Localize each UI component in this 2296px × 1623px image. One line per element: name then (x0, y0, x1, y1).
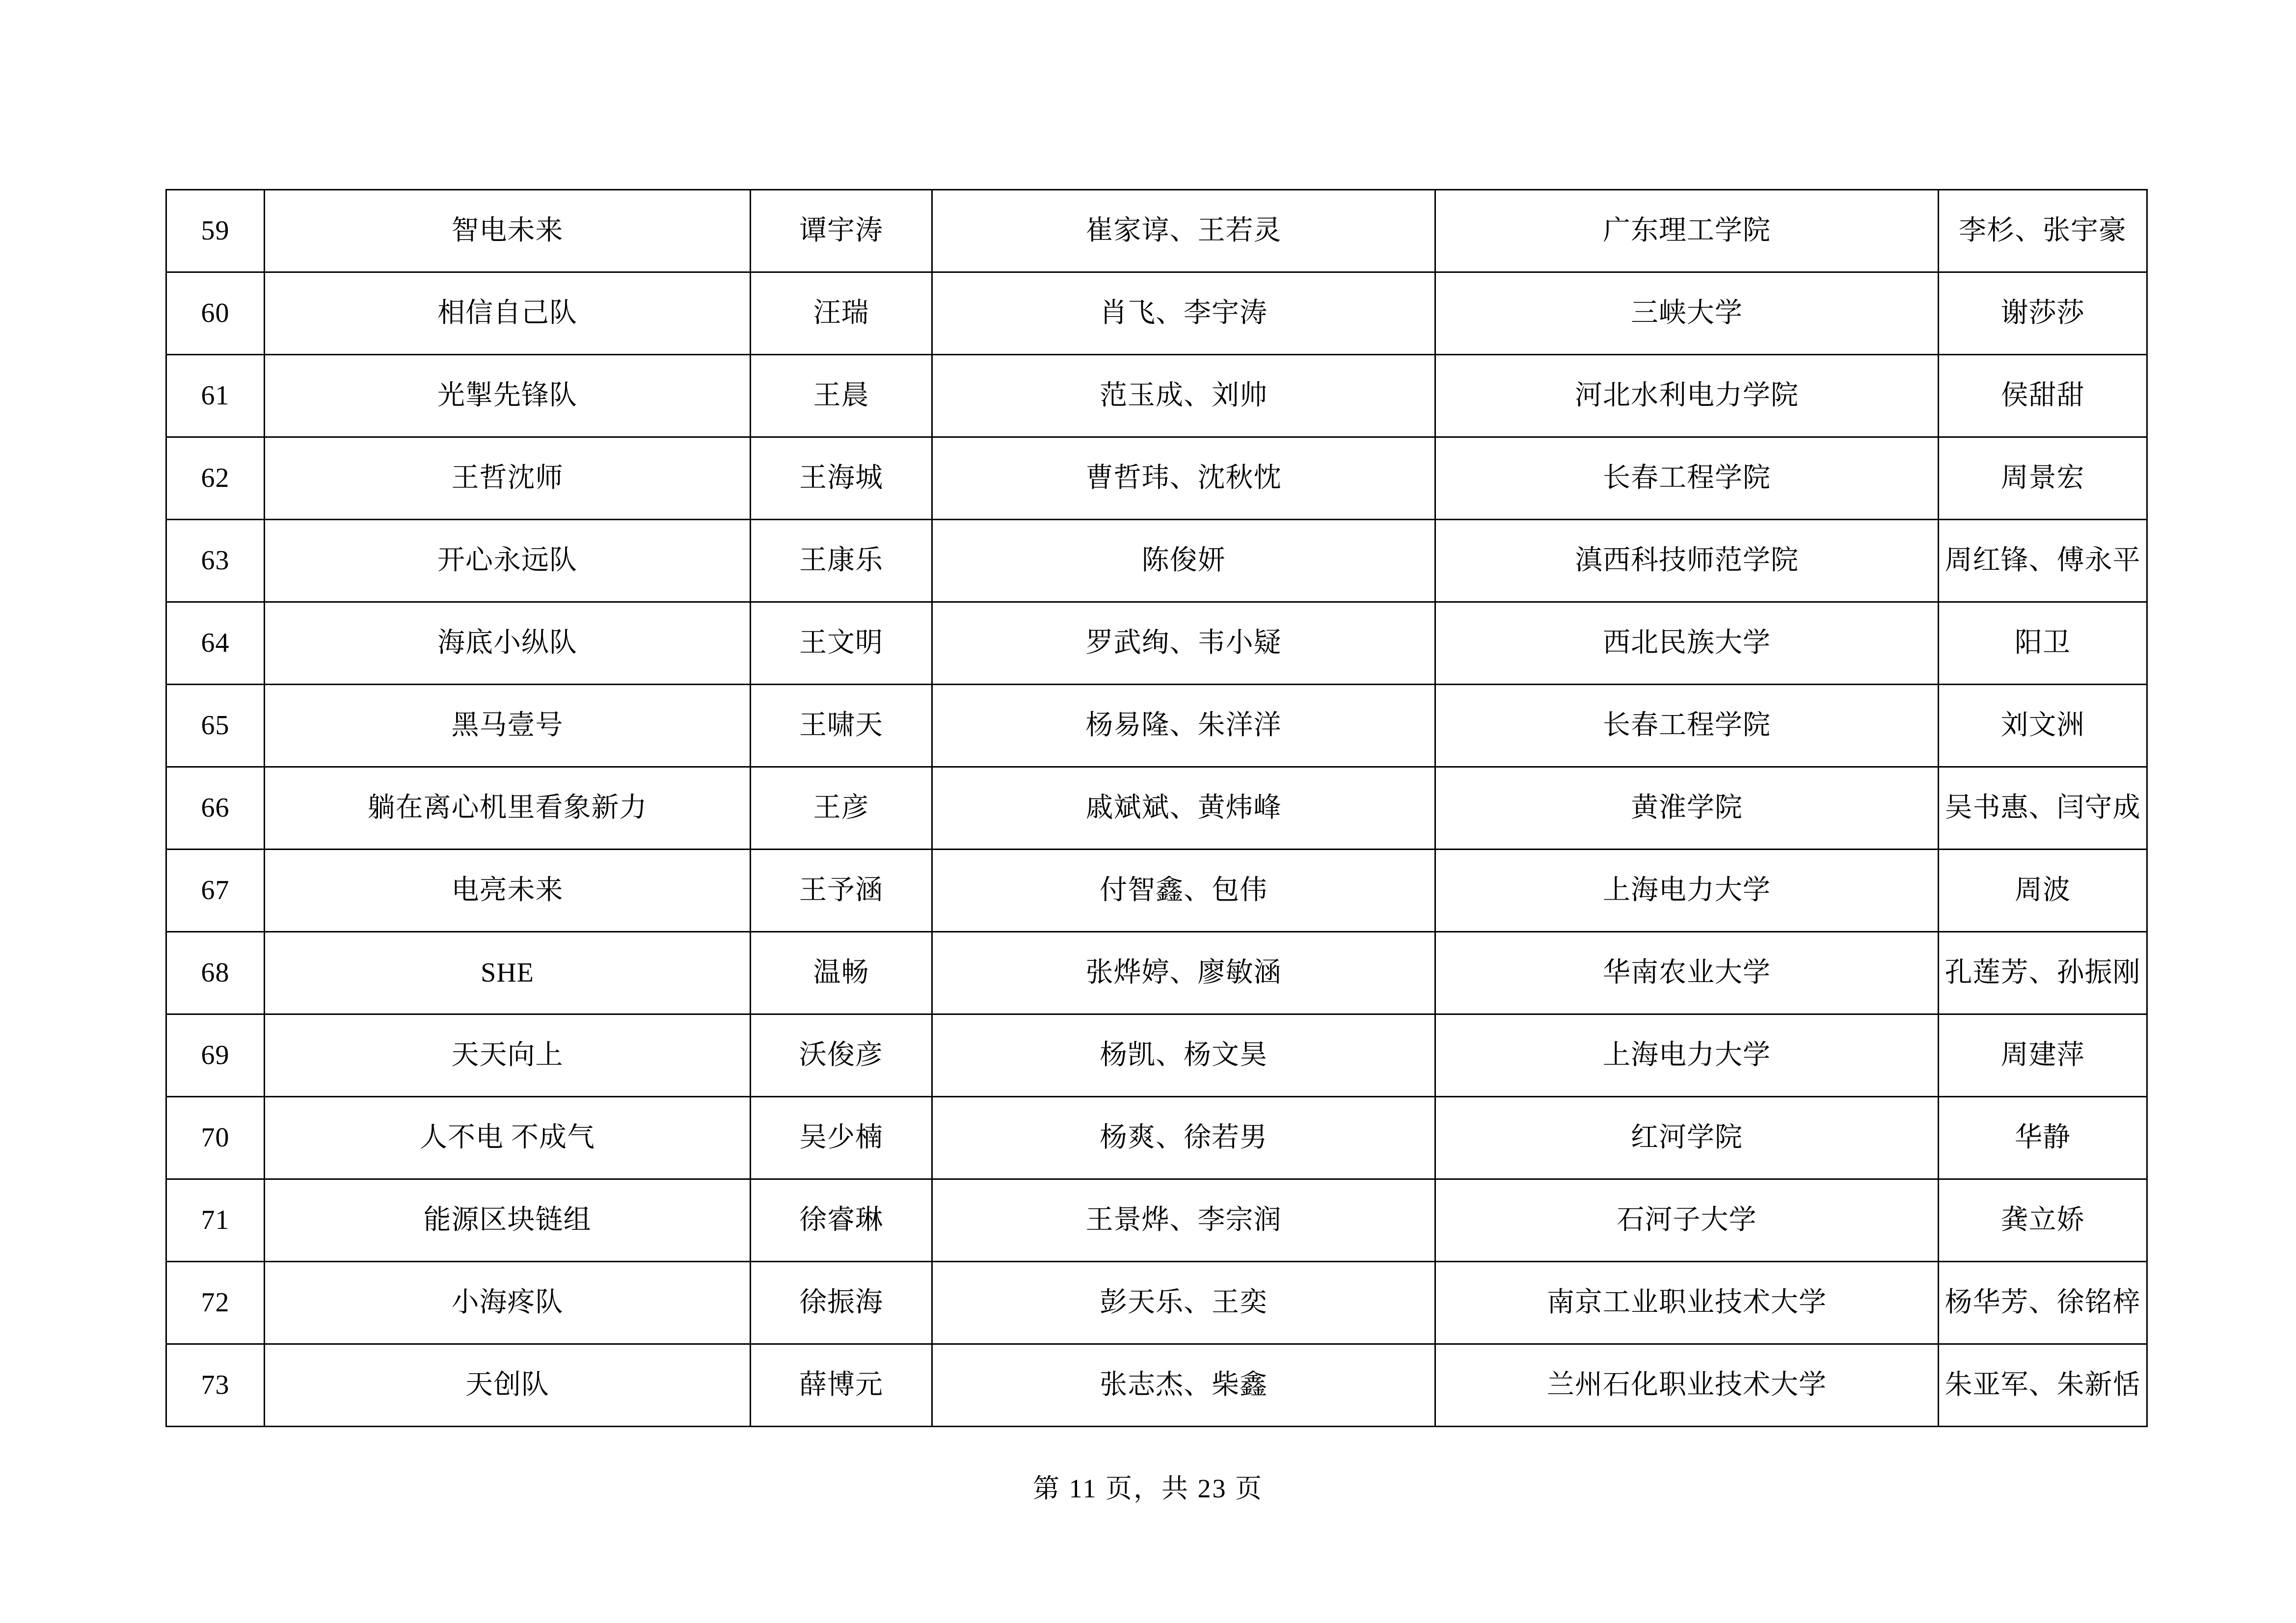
row-members: 杨凯、杨文昊 (932, 1014, 1435, 1097)
row-index: 59 (166, 190, 265, 272)
row-leader: 王予涵 (751, 850, 932, 932)
row-advisors: 谢莎莎 (1939, 272, 2147, 355)
row-members: 罗武绚、韦小疑 (932, 602, 1435, 685)
row-school: 黄淮学院 (1435, 767, 1939, 850)
row-index: 60 (166, 272, 265, 355)
row-members: 张烨婷、廖敏涵 (932, 932, 1435, 1014)
roster-table-container (165, 189, 2146, 1427)
table-row (166, 767, 2147, 850)
roster-table (165, 189, 2148, 1427)
row-members: 彭天乐、王奕 (932, 1262, 1435, 1344)
row-school: 长春工程学院 (1435, 437, 1939, 520)
row-leader: 薛博元 (751, 1344, 932, 1427)
row-members: 肖飞、李宇涛 (932, 272, 1435, 355)
row-leader: 温畅 (751, 932, 932, 1014)
row-advisors: 华静 (1939, 1097, 2147, 1179)
row-advisors: 周红锋、傅永平 (1939, 520, 2147, 602)
row-school: 石河子大学 (1435, 1179, 1939, 1262)
row-school: 上海电力大学 (1435, 1014, 1939, 1097)
row-advisors: 刘文洲 (1939, 685, 2147, 767)
row-index: 64 (166, 602, 265, 685)
row-members: 崔家谆、王若灵 (932, 190, 1435, 272)
row-team-name: 天天向上 (265, 1014, 751, 1097)
row-leader: 沃俊彦 (751, 1014, 932, 1097)
row-school: 华南农业大学 (1435, 932, 1939, 1014)
row-team-name: 人不电 不成气 (265, 1097, 751, 1179)
table-row (166, 355, 2147, 437)
row-index: 68 (166, 932, 265, 1014)
row-members: 张志杰、柴鑫 (932, 1344, 1435, 1427)
row-school: 河北水利电力学院 (1435, 355, 1939, 437)
table-row (166, 1344, 2147, 1427)
row-leader: 吴少楠 (751, 1097, 932, 1179)
row-advisors: 杨华芳、徐铭梓 (1939, 1262, 2147, 1344)
table-row (166, 272, 2147, 355)
row-team-name: 能源区块链组 (265, 1179, 751, 1262)
row-index: 70 (166, 1097, 265, 1179)
row-team-name: 海底小纵队 (265, 602, 751, 685)
row-leader: 王文明 (751, 602, 932, 685)
row-index: 66 (166, 767, 265, 850)
row-team-name: 躺在离心机里看象新力 (265, 767, 751, 850)
row-team-name: 电亮未来 (265, 850, 751, 932)
row-team-name: 小海疼队 (265, 1262, 751, 1344)
row-leader: 汪瑞 (751, 272, 932, 355)
table-row (166, 932, 2147, 1014)
row-team-name: 开心永远队 (265, 520, 751, 602)
row-school: 西北民族大学 (1435, 602, 1939, 685)
row-school: 广东理工学院 (1435, 190, 1939, 272)
table-row (166, 850, 2147, 932)
row-members: 付智鑫、包伟 (932, 850, 1435, 932)
row-advisors: 阳卫 (1939, 602, 2147, 685)
row-members: 范玉成、刘帅 (932, 355, 1435, 437)
table-row (166, 1097, 2147, 1179)
row-members: 杨易隆、朱洋洋 (932, 685, 1435, 767)
row-team-name: 天创队 (265, 1344, 751, 1427)
row-members: 戚斌斌、黄炜峰 (932, 767, 1435, 850)
row-index: 67 (166, 850, 265, 932)
row-leader: 王康乐 (751, 520, 932, 602)
row-leader: 王海城 (751, 437, 932, 520)
row-members: 曹哲玮、沈秋忱 (932, 437, 1435, 520)
row-advisors: 侯甜甜 (1939, 355, 2147, 437)
row-team-name: 王哲沈师 (265, 437, 751, 520)
row-advisors: 周景宏 (1939, 437, 2147, 520)
row-index: 73 (166, 1344, 265, 1427)
row-school: 红河学院 (1435, 1097, 1939, 1179)
roster-table-body (166, 190, 2147, 1427)
row-school: 上海电力大学 (1435, 850, 1939, 932)
table-row (166, 1179, 2147, 1262)
row-advisors: 龚立娇 (1939, 1179, 2147, 1262)
row-team-name: 相信自己队 (265, 272, 751, 355)
row-advisors: 李杉、张宇豪 (1939, 190, 2147, 272)
row-members: 王景烨、李宗润 (932, 1179, 1435, 1262)
table-row (166, 602, 2147, 685)
table-row (166, 437, 2147, 520)
row-advisors: 周建萍 (1939, 1014, 2147, 1097)
table-row (166, 685, 2147, 767)
row-leader: 徐振海 (751, 1262, 932, 1344)
row-school: 滇西科技师范学院 (1435, 520, 1939, 602)
row-index: 62 (166, 437, 265, 520)
table-row (166, 520, 2147, 602)
row-team-name: 黑马壹号 (265, 685, 751, 767)
row-index: 72 (166, 1262, 265, 1344)
row-school: 三峡大学 (1435, 272, 1939, 355)
row-advisors: 吴书惠、闫守成 (1939, 767, 2147, 850)
row-team-name: 智电未来 (265, 190, 751, 272)
row-index: 63 (166, 520, 265, 602)
page-footer: 第 11 页，共 23 页 (1033, 1474, 1263, 1503)
row-advisors: 周波 (1939, 850, 2147, 932)
row-leader: 徐睿琳 (751, 1179, 932, 1262)
row-school: 兰州石化职业技术大学 (1435, 1344, 1939, 1427)
row-index: 61 (166, 355, 265, 437)
row-index: 69 (166, 1014, 265, 1097)
table-row (166, 1014, 2147, 1097)
row-school: 南京工业职业技术大学 (1435, 1262, 1939, 1344)
row-leader: 王晨 (751, 355, 932, 437)
row-advisors: 孔莲芳、孙振刚 (1939, 932, 2147, 1014)
row-members: 陈俊妍 (932, 520, 1435, 602)
table-row (166, 190, 2147, 272)
row-members: 杨爽、徐若男 (932, 1097, 1435, 1179)
row-team-name: SHE (265, 932, 751, 1014)
row-leader: 王彦 (751, 767, 932, 850)
row-advisors: 朱亚军、朱新恬 (1939, 1344, 2147, 1427)
row-leader: 王啸天 (751, 685, 932, 767)
row-index: 71 (166, 1179, 265, 1262)
row-school: 长春工程学院 (1435, 685, 1939, 767)
row-team-name: 光掣先锋队 (265, 355, 751, 437)
table-row (166, 1262, 2147, 1344)
row-leader: 谭宇涛 (751, 190, 932, 272)
row-index: 65 (166, 685, 265, 767)
